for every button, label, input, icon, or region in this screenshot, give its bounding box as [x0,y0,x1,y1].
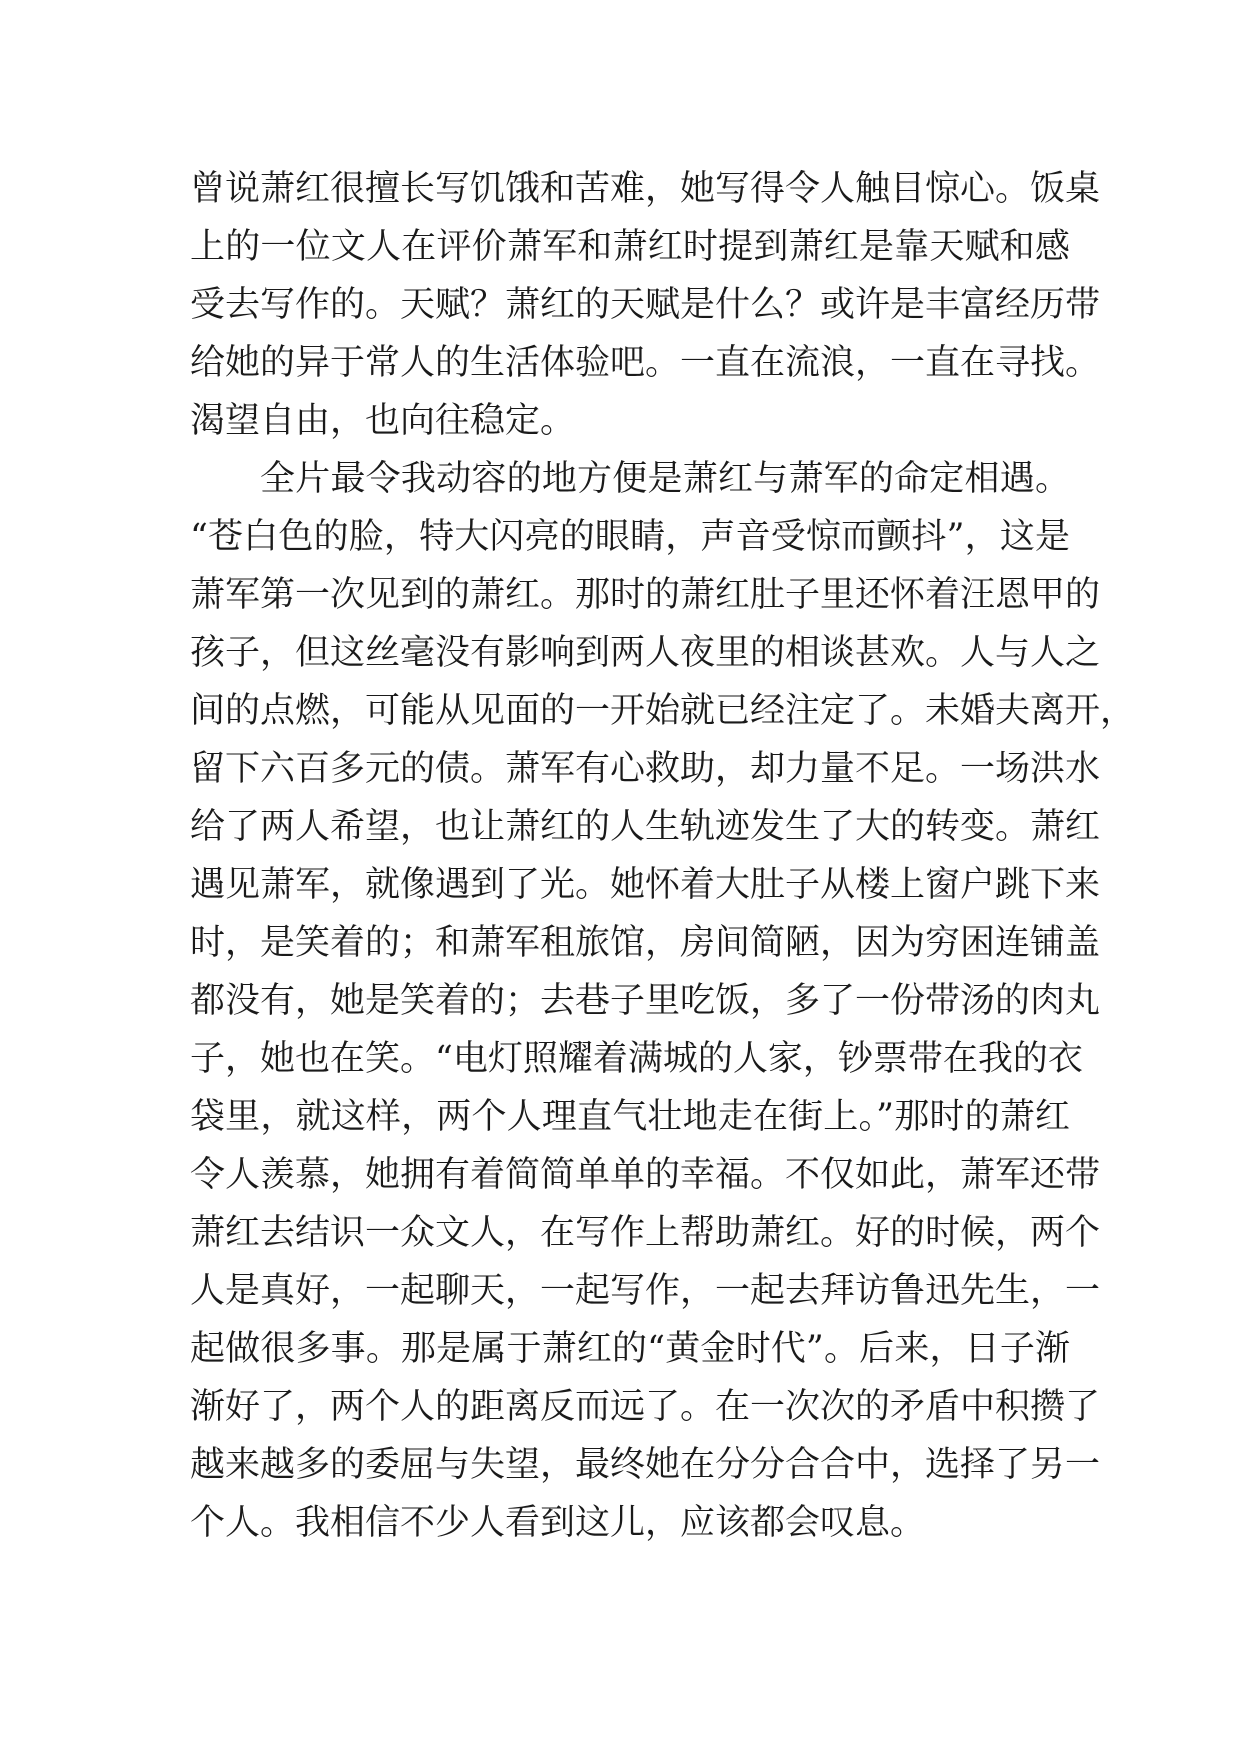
text-line: 子，她也在笑。“电灯照耀着满城的人家，钞票带在我的衣 [190,1039,1083,1079]
paragraph-first-line: 全片最令我动容的地方便是萧红与萧军的命定相遇。 [260,459,1070,499]
text-line: “苍白色的脸，特大闪亮的眼睛，声音受惊而颤抖”，这是 [190,517,1070,557]
body-text [190,160,1136,1552]
text-line: 人是真好，一起聊天，一起写作，一起去拜访鲁迅先生，一 [190,1271,1101,1311]
text-line: 个人。我相信不少人看到这儿，应该都会叹息。 [190,1503,926,1543]
text-line: 越来越多的委屈与失望，最终她在分分合合中，选择了另一 [190,1445,1101,1485]
text-line: 留下六百多元的债。萧军有心救助，却力量不足。一场洪水 [190,749,1101,789]
text-line: 起做很多事。那是属于萧红的“黄金时代”。后来，日子渐 [190,1329,1070,1369]
text-line: 给她的异于常人的生活体验吧。一直在流浪，一直在寻找。 [190,343,1101,383]
text-line: 渐好了，两个人的距离反而远了。在一次次的矛盾中积攒了 [190,1387,1101,1427]
text-line: 曾说萧红很擅长写饥饿和苦难，她写得令人触目惊心。饭桌 [190,169,1101,209]
text-line: 受去写作的。天赋？萧红的天赋是什么？或许是丰富经历带 [190,285,1101,325]
text-line: 渴望自由，也向往稳定。 [190,401,576,441]
text-line: 袋里，就这样，两个人理直气壮地走在街上。”那时的萧红 [190,1097,1070,1137]
text-line: 令人羡慕，她拥有着简简单单的幸福。不仅如此，萧军还带 [190,1155,1101,1195]
text-line: 萧军第一次见到的萧红。那时的萧红肚子里还怀着汪恩甲的 [190,575,1101,615]
text-line: 萧红去结识一众文人，在写作上帮助萧红。好的时候，两个 [190,1213,1101,1253]
text-line: 时，是笑着的；和萧军租旅馆，房间简陋，因为穷困连铺盖 [190,923,1101,963]
text-line: 给了两人希望，也让萧红的人生轨迹发生了大的转变。萧红 [190,807,1101,847]
text-line: 都没有，她是笑着的；去巷子里吃饭，多了一份带汤的肉丸 [190,981,1101,1021]
text-line: 遇见萧军，就像遇到了光。她怀着大肚子从楼上窗户跳下来 [190,865,1101,905]
text-line: 孩子，但这丝毫没有影响到两人夜里的相谈甚欢。人与人之 [190,633,1101,673]
text-line: 间的点燃，可能从见面的一开始就已经注定了。未婚夫离开， [190,691,1136,731]
text-line: 上的一位文人在评价萧军和萧红时提到萧红是靠天赋和感 [190,227,1070,267]
